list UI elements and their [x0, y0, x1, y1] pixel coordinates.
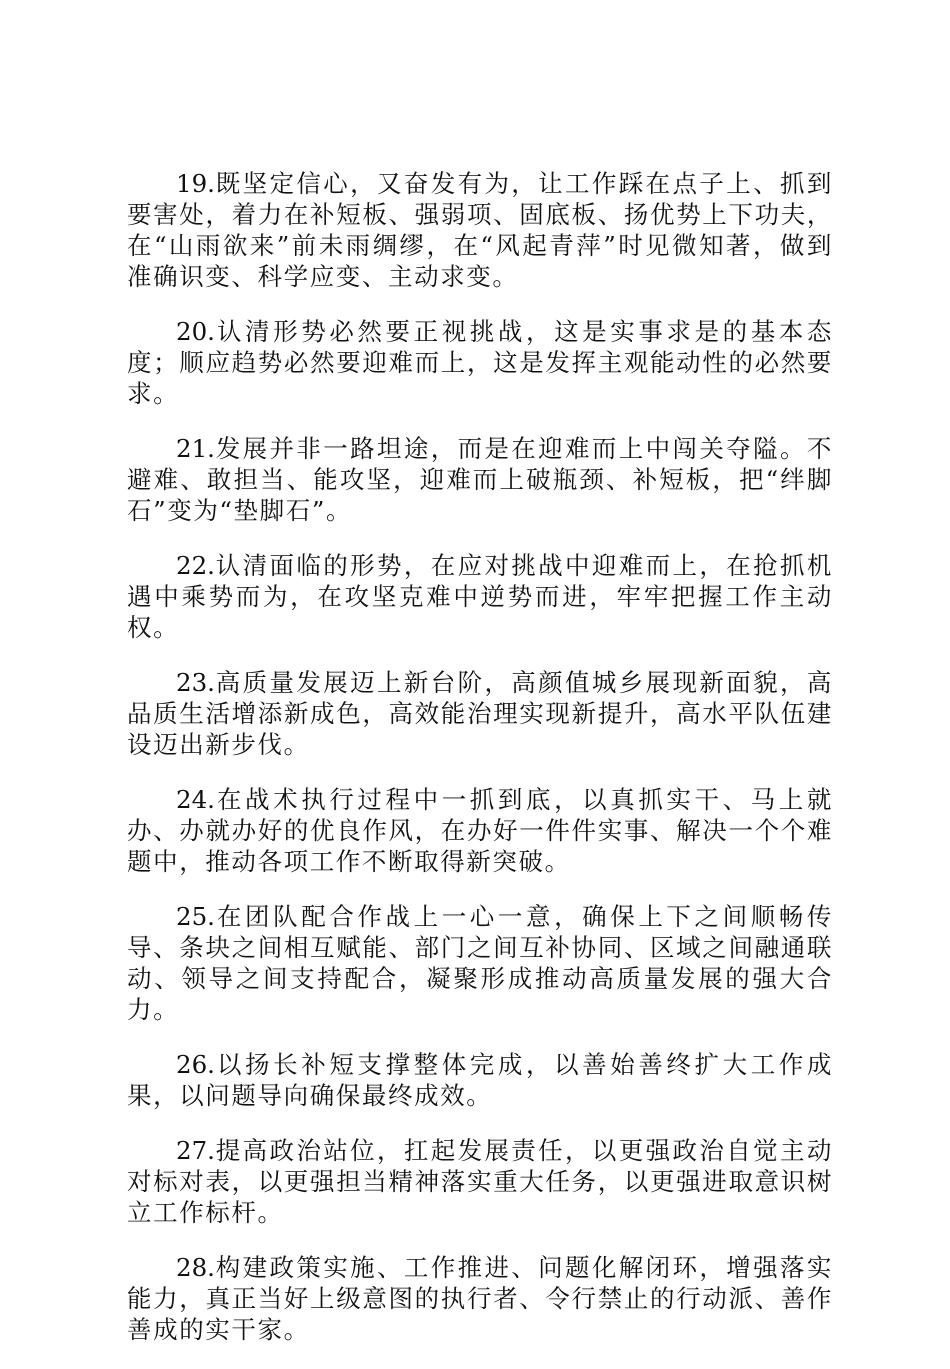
paragraph-text: 在战术执行过程中一抓到底，以真抓实干、马上就办、办就办好的优良作风，在办好一件件实事、解决一个个难题中，推动各项工作不断取得新突破。: [127, 785, 833, 876]
paragraph-24: [127, 784, 833, 877]
paragraph-number: 21.: [176, 434, 215, 463]
paragraph-20: [127, 316, 833, 409]
paragraph-number: 22.: [176, 551, 215, 580]
paragraph-27: [127, 1135, 833, 1228]
paragraph-text: 提高政治站位，扛起发展责任，以更强政治自觉主动对标对表，以更强担当精神落实重大任务，以更强进取意识树立工作标杆。: [127, 1136, 833, 1227]
paragraph-25: [127, 901, 833, 1025]
paragraph-19: [127, 168, 833, 292]
paragraph-text: 认清面临的形势，在应对挑战中迎难而上，在抢抓机遇中乘势而为，在攻坚克难中逆势而进，牢牢把握工作主动权。: [127, 551, 833, 642]
paragraph-28: [127, 1252, 833, 1345]
paragraph-number: 27.: [176, 1136, 215, 1165]
paragraph-text: 在团队配合作战上一心一意，确保上下之间顺畅传导、条块之间相互赋能、部门之间互补协同、区域之间融通联动、领导之间支持配合，凝聚形成推动高质量发展的强大合力。: [127, 902, 833, 1024]
paragraph-26: [127, 1049, 833, 1111]
paragraph-text: 构建政策实施、工作推进、问题化解闭环，增强落实能力，真正当好上级意图的执行者、令行禁止的行动派、善作善成的实干家。: [127, 1253, 833, 1344]
paragraph-21: [127, 433, 833, 526]
paragraph-number: 23.: [176, 668, 215, 697]
paragraph-23: [127, 667, 833, 760]
paragraph-number: 24.: [176, 785, 215, 814]
paragraph-text: 既坚定信心，又奋发有为，让工作踩在点子上、抓到要害处，着力在补短板、强弱项、固底板、扬优势上下功夫，在“山雨欲来”前未雨绸缪，在“风起青萍”时见微知著，做到准确识变、科学应变、主动求变。: [127, 169, 833, 291]
paragraph-number: 19.: [176, 169, 215, 198]
paragraph-text: 发展并非一路坦途，而是在迎难而上中闯关夺隘。不避难、敢担当、能攻坚，迎难而上破瓶颈、补短板，把“绊脚石”变为“垫脚石”。: [127, 434, 833, 525]
paragraph-text: 高质量发展迈上新台阶，高颜值城乡展现新面貌，高品质生活增添新成色，高效能治理实现新提升，高水平队伍建设迈出新步伐。: [127, 668, 833, 759]
paragraph-text: 以扬长补短支撑整体完成，以善始善终扩大工作成果，以问题导向确保最终成效。: [127, 1050, 833, 1110]
paragraph-number: 28.: [176, 1253, 215, 1282]
document-body: [127, 168, 833, 1369]
paragraph-22: [127, 550, 833, 643]
paragraph-text: 认清形势必然要正视挑战，这是实事求是的基本态度；顺应趋势必然要迎难而上，这是发挥主观能动性的必然要求。: [127, 317, 833, 408]
paragraph-number: 26.: [176, 1050, 215, 1079]
paragraph-number: 25.: [176, 902, 215, 931]
paragraph-number: 20.: [176, 317, 215, 346]
